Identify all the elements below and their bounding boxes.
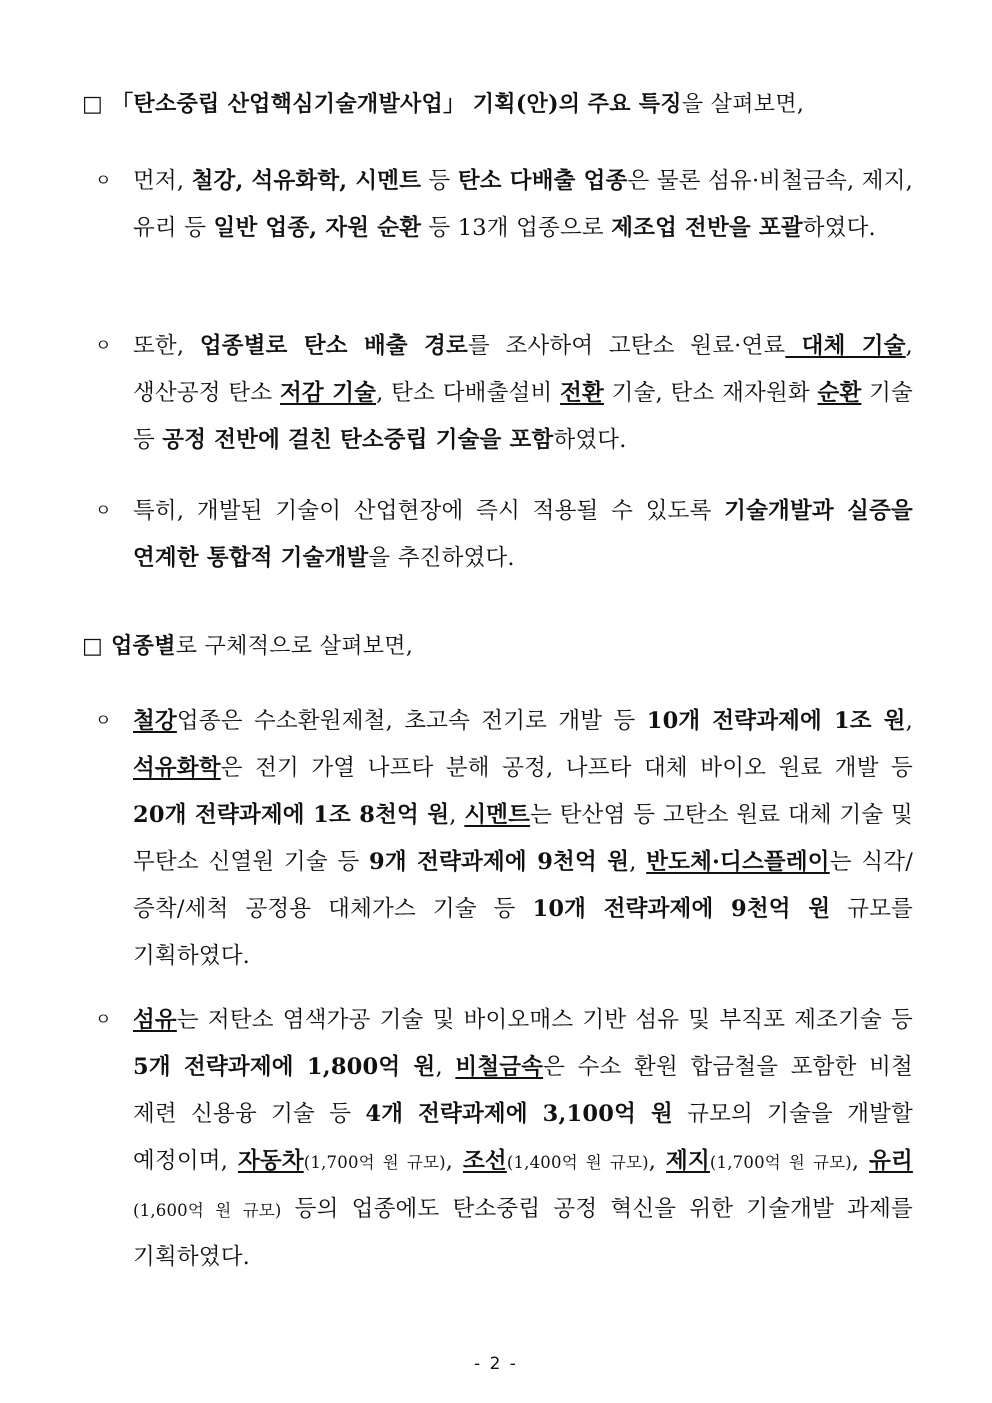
bullet-item-emission-paths: [95, 323, 913, 464]
underlined-run: 반도체·디스플레이: [646, 849, 830, 875]
text-run: ,: [905, 708, 913, 734]
bold-run: 일반 업종, 자원 순환: [213, 215, 422, 241]
underlined-run: 제지: [666, 1148, 710, 1174]
bullet-item-textile-others: [95, 997, 913, 1281]
bold-run: 4개 전략과제에 3,100억 원: [365, 1101, 673, 1127]
text-run: 은 수소 환원 합금철을 포함한 비철 제련 신용융 기술 등: [133, 1054, 913, 1127]
bracket-close: 」: [443, 91, 466, 117]
text-run: ,: [648, 1148, 667, 1174]
bullet-circle-icon: ㅇ: [95, 711, 112, 731]
heading-rest: 로 구체적으로 살펴보면,: [175, 634, 414, 659]
text-run: 특히, 개발된 기술이 산업현장에 즉시 적용될 수 있도록: [133, 498, 725, 524]
bullet-item-industries: [95, 158, 913, 252]
text-run: 는 탄산염 등 고탄소 원료 대체 기술 및 무탄소 신열원 기술 등: [133, 802, 913, 875]
text-run: ,: [629, 849, 647, 875]
underlined-run: 조선: [462, 1148, 507, 1174]
bold-run: 10개 전략과제에 9천억 원: [532, 896, 831, 922]
text-run: 하였다.: [553, 427, 627, 453]
program-title: 탄소중립 산업핵심기술개발사업: [133, 91, 444, 117]
text-run: 는 식각/증착/세척 공정용 대체가스 기술 등: [133, 849, 913, 922]
bullet-circle-icon: ㅇ: [95, 501, 112, 521]
text-run: ,: [435, 1054, 456, 1080]
text-run: 은 물론 섬유·비철금속, 제지, 유리 등: [133, 168, 913, 241]
text-run: 기술, 탄소 재자원화: [603, 380, 818, 406]
underlined-run: 대체 기술: [785, 333, 906, 359]
text-run: ,: [445, 1148, 463, 1174]
checkbox-square-icon: □: [82, 634, 104, 659]
text-run: 등의 업종에도 탄소중립 공정 혁신을 위한 기술개발 과제를 기획하였다.: [133, 1196, 913, 1270]
bullet-item-integration: [95, 488, 913, 582]
small-run: (1,400억 원 규모): [506, 1153, 649, 1172]
underlined-run: 섬유: [133, 1007, 177, 1033]
text-run: ,: [851, 1148, 870, 1174]
text-run: 등: [421, 168, 458, 194]
bold-run: 5개 전략과제에 1,800억 원: [133, 1054, 436, 1080]
bullet-item-steel-petro: [95, 698, 913, 980]
text-run: 업종은 수소환원제철, 초고속 전기로 개발 등: [176, 708, 647, 734]
bullet-text: [133, 997, 913, 1281]
text-run: , 탄소 다배출설비: [376, 380, 561, 406]
bullet-text: [133, 323, 913, 464]
bullet-circle-icon: ㅇ: [95, 171, 112, 191]
underlined-run: 시멘트: [464, 802, 531, 828]
text-run: ,: [449, 802, 465, 828]
page-number: - 2 -: [474, 1354, 518, 1374]
bold-run: 20개 전략과제에 1조 8천억 원: [133, 802, 450, 828]
underlined-run: 저감 기술: [280, 380, 377, 406]
text-run: 은 전기 가열 나프타 분해 공정, 나프타 대체 바이오 원료 개발 등: [220, 755, 913, 781]
industry-label: 업종별: [111, 633, 176, 659]
section-heading-2: [82, 626, 912, 667]
underlined-run: 비철금속: [455, 1054, 544, 1080]
text-run: 규모의 기술을 개발할 예정이며,: [133, 1101, 913, 1174]
bold-run: 제조업 전반을 포괄: [611, 215, 803, 241]
underlined-run: 석유화학: [133, 755, 221, 781]
small-run: (1,600억 원 규모): [133, 1201, 282, 1220]
bold-run: 철강, 석유화학, 시멘트: [191, 168, 422, 194]
underlined-run: 철강: [133, 708, 177, 734]
text-run: , 생산공정 탄소: [133, 333, 914, 406]
bold-run: 업종별로 탄소 배출 경로: [199, 333, 468, 359]
bold-run: 9개 전략과제에 9천억 원: [369, 849, 630, 875]
bold-run: 공정 전반에 걸친 탄소중립 기술을 포함: [162, 427, 554, 453]
bullet-text: [133, 158, 913, 252]
bullet-text: [133, 488, 913, 582]
plan-label: 기획(안)의: [472, 91, 581, 117]
bullet-circle-icon: ㅇ: [95, 336, 112, 356]
small-run: (1,700억 원 규모): [303, 1153, 446, 1172]
bold-run: 기술개발과 실증을 연계한 통합적 기술개발: [133, 498, 913, 571]
bracket-open: 「: [111, 91, 134, 117]
underlined-run: 유리: [869, 1148, 913, 1174]
text-run: 등 13개 업종으로: [421, 215, 612, 241]
bullet-text: [133, 698, 913, 980]
bold-run: 탄소 다배출 업종: [457, 168, 628, 194]
underlined-run: 전환: [560, 380, 604, 406]
text-run: 규모를 기획하였다.: [133, 896, 913, 969]
text-run: 먼저,: [133, 168, 192, 194]
bullet-circle-icon: ㅇ: [95, 1010, 112, 1030]
text-run: 기술 등: [133, 380, 913, 453]
underlined-run: 자동차: [237, 1148, 304, 1174]
features-label: 주요 특징: [587, 91, 682, 117]
text-run: 을 추진하였다.: [368, 545, 515, 571]
text-run: 또한,: [133, 333, 200, 359]
text-run: 를 조사하여 고탄소 원료·연료: [468, 333, 786, 359]
bold-run: 10개 전략과제에 1조 원: [646, 708, 906, 734]
section-heading-1: [82, 84, 912, 125]
checkbox-square-icon: □: [82, 92, 104, 117]
text-run: 하였다.: [802, 215, 876, 241]
heading-rest: 을 살펴보면,: [681, 92, 805, 117]
underlined-run: 순환: [817, 380, 862, 406]
small-run: (1,700억 원 규모): [709, 1153, 852, 1172]
text-run: 는 저탄소 염색가공 기술 및 바이오매스 기반 섬유 및 부직포 제조기술 등: [176, 1007, 913, 1033]
